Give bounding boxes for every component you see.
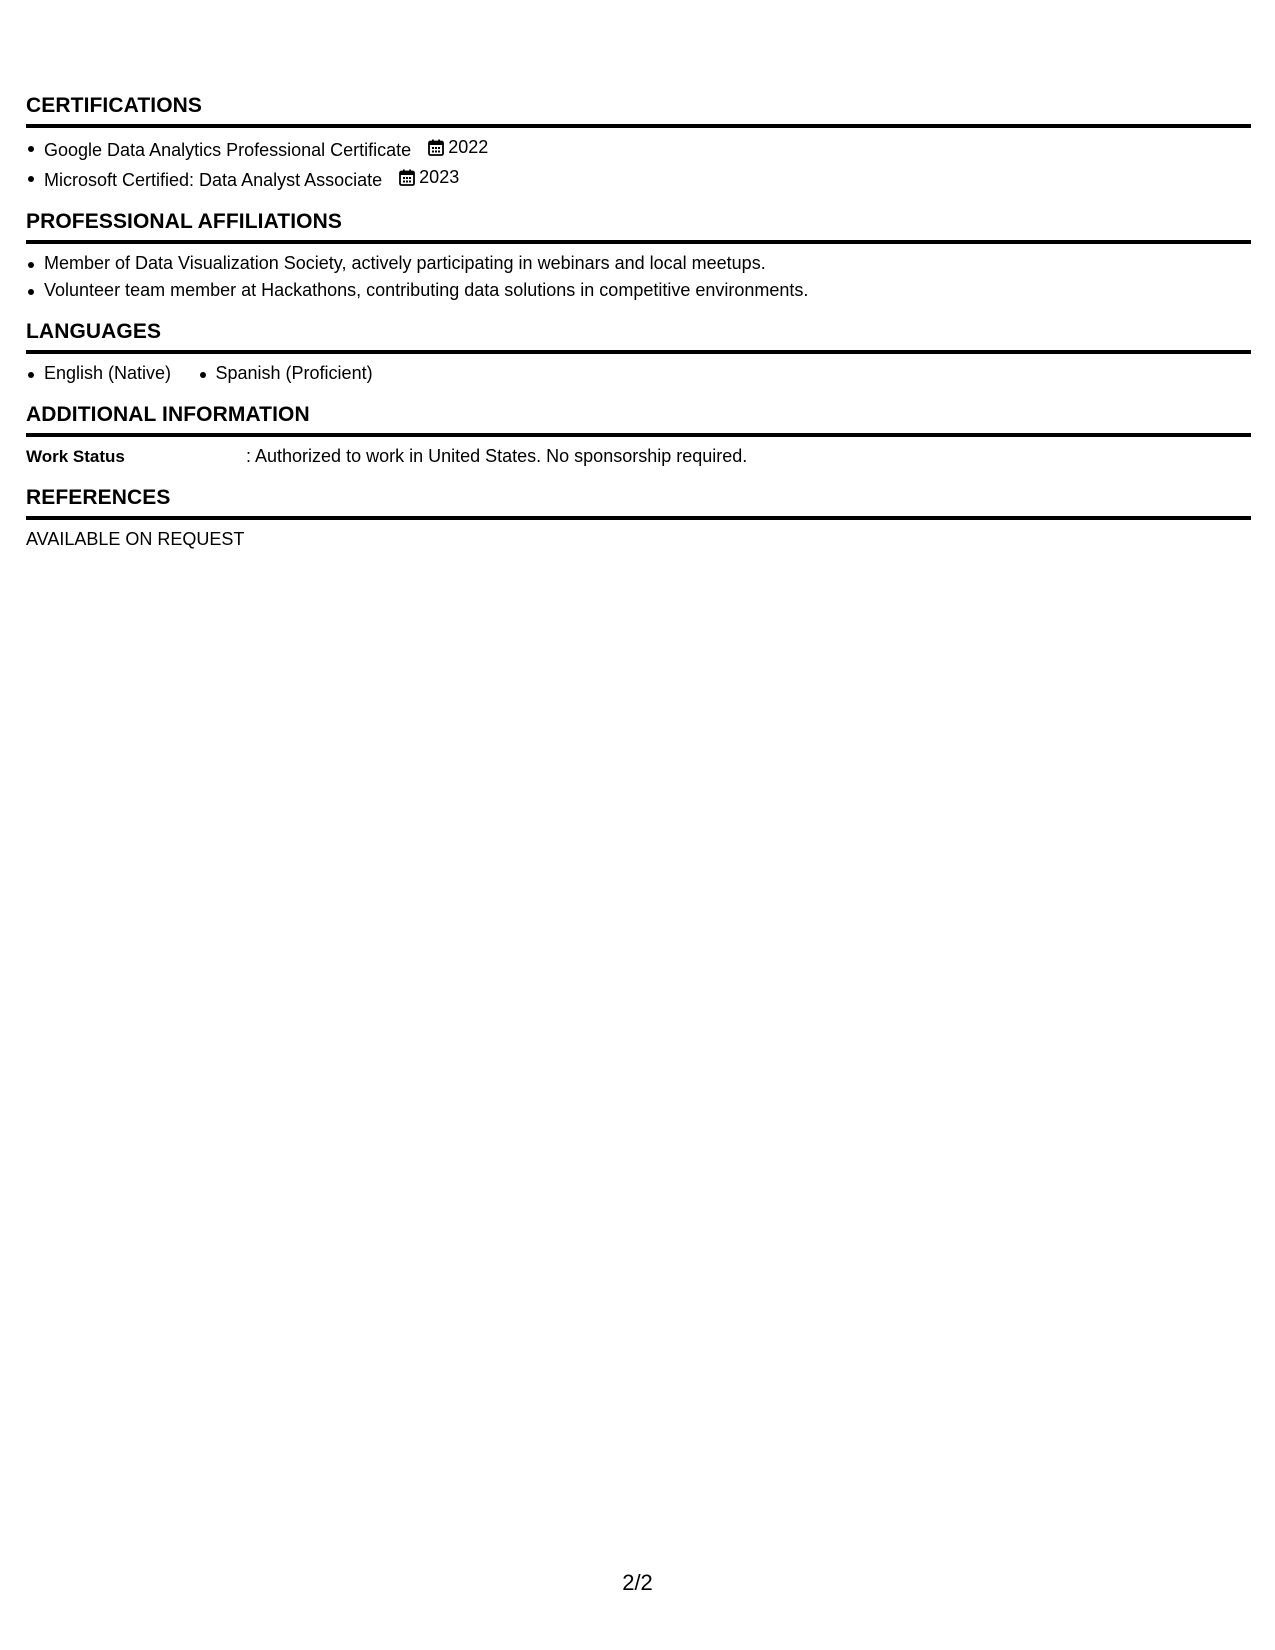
certification-year: 2022 (448, 137, 489, 157)
certification-name: Microsoft Certified: Data Analyst Associate (44, 170, 383, 190)
certification-name: Google Data Analytics Professional Certificate (44, 140, 412, 160)
certification-date (399, 164, 459, 191)
list-item: Spanish (Proficient) (198, 360, 373, 387)
section-title-certifications: CERTIFICATIONS (26, 94, 1251, 128)
calendar-icon (428, 139, 444, 156)
section-title-affiliations: PROFESSIONAL AFFILIATIONS (26, 210, 1251, 244)
affiliations-section (26, 210, 1251, 304)
list-item (26, 164, 1251, 194)
work-status-row (26, 443, 1251, 470)
section-title-languages: LANGUAGES (26, 320, 1251, 354)
languages-section (26, 320, 1251, 387)
certifications-list (26, 134, 1251, 194)
section-title-references: REFERENCES (26, 486, 1251, 520)
certifications-section (26, 94, 1251, 194)
work-status-value: : Authorized to work in United States. No sponsorship required. (246, 446, 748, 466)
certification-date (428, 134, 488, 161)
list-item: Member of Data Visualization Society, actively participating in webinars and local meetups. (26, 250, 1251, 277)
resume-page (26, 94, 1251, 569)
additional-information-section (26, 403, 1251, 470)
list-item (26, 134, 1251, 164)
section-title-additional-information: ADDITIONAL INFORMATION (26, 403, 1251, 437)
list-item: English (Native) (26, 360, 171, 387)
page-number: 2/2 (622, 1570, 653, 1595)
references-text: AVAILABLE ON REQUEST (26, 529, 245, 549)
affiliations-list (26, 250, 1251, 304)
references-section (26, 486, 1251, 553)
languages-list (26, 360, 1251, 387)
list-item: Volunteer team member at Hackathons, contributing data solutions in competitive environments. (26, 277, 1251, 304)
certification-year: 2023 (419, 167, 460, 187)
work-status-label: Work Status (26, 447, 125, 466)
calendar-icon (399, 169, 415, 186)
